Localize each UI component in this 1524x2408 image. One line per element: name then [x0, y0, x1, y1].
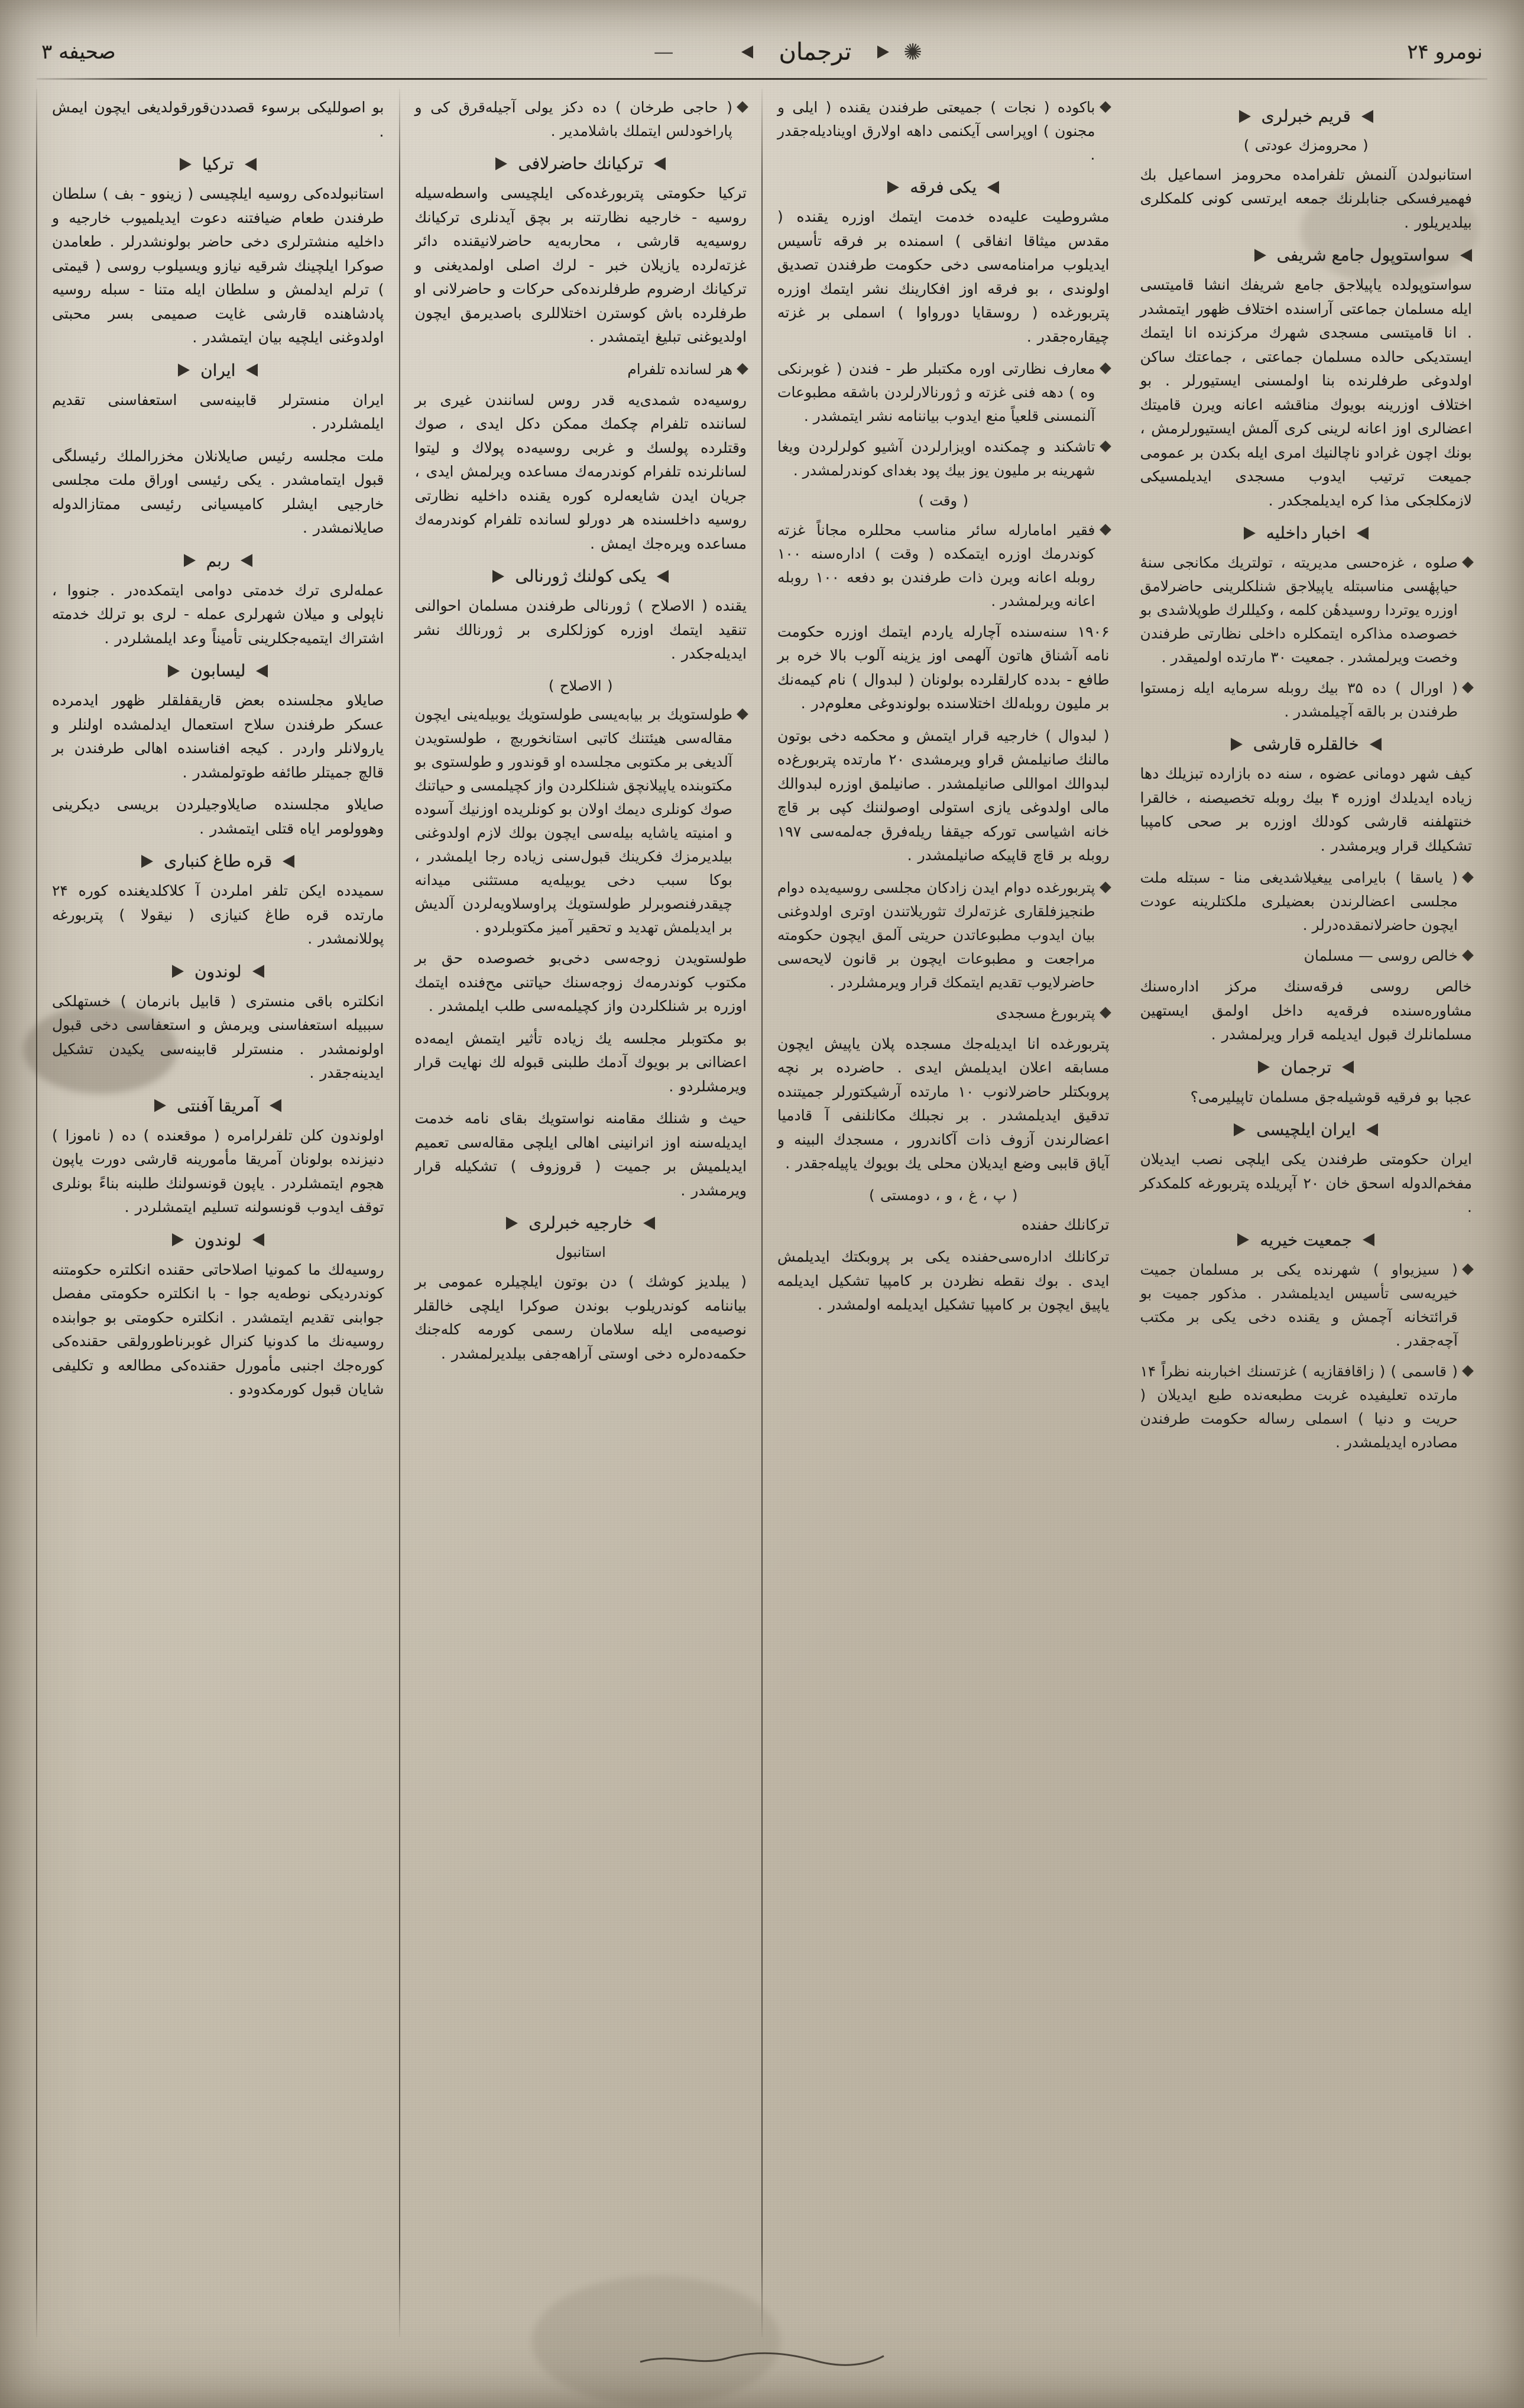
paragraph: ( لبدوال ) خارجیه قرار ایتمش و محكمه دخی بوتون مالنك صانیلمش قراو ویرمشدی ۲۰ مارتده پتربورغ‌ده لبدوالك امواللی صانیلمشدر . صانیلمق اوزره لبدوالك مالی اولدوغی یازی استولی اوصولننك كپی بر قاچ خانه اشیاسی توركه جیقفا ریله‌فرق جه‌لمه‌سی ۱۹۷ روبله بر قاچ قاپیكه صانیلمشدر .	[777, 727, 1110, 864]
news-item-text: ( قاسمی ) ( زاقافقازیه ) غزتسنك اخباربنه نظراً ۱۴ مارتده تعلیفیده غربت مطبعه‌نده طبع ایدیلان ( حریت و دنیا ) اسملی رساله حكومت طرفندن مصادره ایدیلمشدر .	[1140, 1362, 1458, 1451]
news-item	[1140, 676, 1473, 724]
paragraph: تركانلك حفنده	[1022, 1216, 1110, 1233]
ornament-left-icon: ✺	[903, 39, 923, 65]
news-item-text: ( سیزیواو ) شهرنده یكی بر مسلمان جمیت خیریه‌سی تأسیس ایدیلمشدر . مذكور جمیت بو قرائتخانه آچمش و یقنده دخی یكی بر مكتب آچه‌جقدر .	[1140, 1260, 1458, 1349]
triangle-left-icon	[1244, 527, 1256, 540]
triangle-left-icon	[1234, 1123, 1246, 1136]
section-headline-label: لوندون	[194, 961, 242, 981]
section-headline-label: لوندون	[194, 1230, 242, 1250]
news-item	[777, 96, 1110, 167]
paragraph: ایران حكومتی طرفندن یكی ایلچی نصب ایدیلان مفخم‌الدوله اسحق خان ۲۰ آپریلده پتربورغه كلمكدكر .	[1140, 1150, 1473, 1216]
paragraph: ایران منسترلر قابینه‌سی استعفاسنی تقدیم ایلمشلردر .	[52, 391, 384, 432]
diamond-bullet-icon	[1462, 556, 1474, 568]
triangle-right-icon	[246, 364, 258, 377]
subheading: استانبول	[555, 1244, 606, 1261]
news-item-text: ( حاجی طرخان ) ده دكز یولی آجیله‌قرق كی و پاراخودلس ایتملك باشلامدیر .	[414, 99, 732, 140]
triangle-right-icon	[643, 1217, 655, 1230]
news-item	[777, 435, 1110, 482]
paragraph: عجبا بو فرقیه قوشیله‌جق مسلمان تاپیلیرمی؟	[1190, 1088, 1472, 1106]
diamond-bullet-icon	[737, 101, 748, 113]
section-headline	[1140, 1230, 1473, 1250]
diamond-bullet-icon	[1100, 1007, 1111, 1019]
section-headline	[52, 962, 384, 981]
triangle-left-icon	[877, 46, 889, 59]
diamond-bullet-icon	[1100, 524, 1111, 536]
section-headline-label: ترجمان	[1280, 1057, 1332, 1077]
section-headline-label: خالقلره قارشی	[1253, 734, 1359, 754]
triangle-left-icon	[172, 1233, 184, 1246]
section-headline-label: تركیانك حاضرلافی	[518, 154, 644, 173]
column-3	[400, 89, 763, 2337]
section-headline	[1140, 1058, 1473, 1077]
diamond-bullet-icon	[1462, 682, 1474, 693]
paragraph: صایلاو مجلسنده بعض قاریقفلقلر ظهور ایدمرده عسكر طرفندن سلاح استعمال ایدلمشده اولنلر و یارولانلر واردر . كیجه افناسنده اهالی طرفندن بر قالچ جمیتلر طائفه طوتولمشدر .	[52, 692, 384, 781]
column-4	[37, 89, 400, 2337]
paragraph: كیف شهر دومانی عضوه ، سنه ده بازارده تبزیلك دها زیاده ایدیلدك اوزره ۴ بیك روبله تخصیصنه ، خالقرا خنتهلفنه قارشی كودلك اوزره بر صحی كامپبا تشكیلك قرار ویرمشدر .	[1140, 765, 1472, 854]
news-item	[1140, 551, 1473, 669]
section-headline-label: اخبار داخلیه	[1266, 523, 1346, 543]
section-headline-label: جمعیت خیریه	[1260, 1230, 1353, 1250]
news-item	[777, 876, 1110, 994]
masthead-center	[116, 38, 1408, 66]
footer-ornament-icon	[638, 2351, 886, 2367]
paragraph: ۱۹۰۶ سنه‌سنده آچارله یاردم ایتمك اوزره حكومت نامه آشناق هاتون آلهمی اوز یزینه آلوب بالا خره بر طافع - بدده كارلقلرده بولونان ( لبدوال ) نام كیمه‌نك بر ملیون روبله‌لك اختلاسنده بولوندوغی معلوم‌در .	[777, 623, 1110, 712]
column-2	[762, 89, 1125, 2337]
paragraph: خالص روسی فرقه‌سنك مركز اداره‌سنك مشاوره‌سنده فرقه‌یه داخل اولمق ایستهین مسلمانلرك قبول ایدیلمه قرار ویرلمشدر .	[1140, 978, 1472, 1043]
paragraph: تركیا حكومتی پتربورغده‌كی ایلچیسی واسطه‌سیله روسیه - خارجیه نظارتنه بر بچق آیدنلری تركیانك روسیه‌یه قارشی ، محاربه‌یه حاضرلانیقنده دائر غزته‌لرده یازیلان خبر - لرك اصلی اولمدیغنی و تركیانك ارضروم طرفلرنده‌كی حركات و حاضرلانی او طرفلرده باش كوسترن اختلاللری باصدیرمق ایچون اولدیوغنی تبلیغ ایتمشدر .	[414, 184, 747, 345]
triangle-right-icon	[270, 1099, 281, 1112]
triangle-left-icon	[1254, 249, 1266, 262]
diamond-bullet-icon	[1462, 871, 1474, 883]
paragraph: پتربورغده انا ایدیله‌جك مسجده پلان یاپیش ایچون مسابقه اعلان ایدیلمش ایدی . حاضرده بر نچه پروبكتلر حاضرلانوب ۱۰ مارتده آرشیكتورلر جمیتنده تدقیق ایدیلمشدر . بر نجبلك مكانلنفی آ قادمیا اعضالرندن آزوف ذات آكاندرور ، مسجدك البینه و آیاق قاببی وضع ایدیلان محلی یك بویوك یاپیله‌جقدر .	[777, 1035, 1110, 1172]
paragraph: استانبولدن آلنمش تلفرامده محرومز اسماعیل بك فهمیرفسكی جنابلرنك جمعه ایرتسی كونی كلمكلری بیلدیریلور .	[1140, 166, 1472, 231]
news-item-text: صلوه ، غزه‌حسی مدیریته ، تولتریك مكانجی سنهٔ حیاپهٔسی مناسبتله یاپیلاجق شنلكلرینی حاضرلامق اوزره یوتردا روسیدهٔن كلمه ، وكیللرك طوپلاشدی بو خصوصده مذاكره ایتمكلره داخلی نظارتی طرفندن وخصت ویرلمشدر . جمعیت ۳۰ مارتده اولمیقدر .	[1140, 554, 1458, 666]
triangle-right-icon	[256, 665, 268, 678]
diamond-bullet-icon	[1462, 949, 1474, 961]
paragraph: تركانلك اداره‌سی‌حفنده یكی بر پروبكتك ایدیلمش ایدی . بوك نقطه نظردن بر كامپیا تشكیل ایدیلمه یاپیق ایچون بر كامپیا تشكیل ایدیلمه اولمشدر .	[777, 1248, 1110, 1314]
subheading: ( الاصلاح )	[548, 677, 613, 694]
paragraph: حیث و شنلك مقامنه نوا‌ستویك بقای نامه خدمت ایدیله‌سنه اوز انرانینی اهالی ایلچی مقاله‌سی تعمیم ایدیلمیش بر جمیت ( قروزوف ) تشكیله قرار ویرمشدر .	[414, 1110, 747, 1199]
section-headline	[1140, 106, 1473, 126]
column-1	[1125, 89, 1488, 2337]
section-headline-label: تركیا	[202, 154, 234, 174]
news-item-text: تاشكند و چمكنده اویزارلردن آشیو كولرلردن ویغا شهرینه بر ملیون یوز بیك پود بغدای كوندرلمشدر .	[777, 438, 1095, 479]
triangle-right-icon	[241, 554, 252, 567]
news-item	[415, 703, 747, 939]
triangle-right-icon	[252, 1233, 264, 1246]
paper-title: ترجمان	[779, 38, 852, 66]
triangle-right-icon	[1370, 738, 1382, 751]
section-headline-label: ایران ایلچیسی	[1256, 1120, 1356, 1140]
section-headline-label: آمریقا آفنتی	[177, 1096, 260, 1116]
triangle-right-icon	[1460, 249, 1472, 262]
triangle-left-icon	[180, 158, 192, 171]
diamond-bullet-icon	[1462, 1365, 1474, 1377]
paragraph: عمله‌لری ترك خدمتی دوامی ایتمكده‌در . جنووا ، ناپولی و میلان شهرلری عمله - لری بو ترلك خدمته اشتراك ایتمیه‌جكلرینی تأمیناً وعد ایلمشلردر .	[52, 581, 384, 647]
paragraph: مشروطیت علیه‌ده خدمت ایتمك اوزره یقنده ( مقدس میثاقا انفاقی ) اسمنده بر فرقه تأسیس ایدیلوب مرامنامه‌سی دخی حكومت طرفندن تصدیق اولوندی ، بو فرقه اوز افكارینك نشر ایتمك اوزره پتربورغده ( روسقایا دورواوا ) اسملی بر غزته چیقاره‌جقدر .	[777, 208, 1110, 345]
section-headline	[1140, 523, 1473, 543]
section-headline	[52, 661, 384, 680]
news-item	[777, 1002, 1110, 1025]
diamond-bullet-icon	[1100, 101, 1111, 113]
section-headline	[1140, 1120, 1473, 1139]
section-headline-label: سواستوپول جامع شریفی	[1276, 245, 1450, 265]
section-headline	[1140, 245, 1473, 265]
news-item	[1140, 944, 1473, 968]
paragraph: بو مكتوبلر مجلسه یك زیاده تأثیر ایتمش ایمه‌ده اعضاانی بر بویوك آدمك طلبنی قبوله لك نهایت قرار ویرمشلردو .	[414, 1029, 747, 1095]
section-headline-label: قره طاغ كنباری	[164, 851, 273, 871]
news-item-text: پتربورغده دوام ایدن زادكان مجلسی روسیه‌یده دوام طنجیزفلقاری غزته‌لرك تثوریلاتندن اوتری اولدوغنی بیان ایدوب مطبوعاتدن حریتی آلمق ایچون حكومته مراجعت و مطبوعات ایچون بر قانون لایحه‌سی حاضرلایوب تقدیم ایتمكك قرار ویرمشلردر .	[777, 879, 1095, 991]
triangle-right-icon	[741, 46, 753, 59]
triangle-right-icon	[283, 855, 294, 868]
paragraph: طولستویدن زوجه‌سی دخی‌بو خصوصده حق بر مكتوب كوندرمه‌ك زوجه‌سنك حیاتنی مح‌فنده ایتمك اوزره بر شنلكلردن واز كچیلمه‌سی طلب ایلمشدر .	[414, 949, 747, 1015]
section-headline-label: خارجیه خبرلری	[528, 1213, 633, 1233]
page-number: صحیفه ۳	[41, 40, 116, 64]
triangle-left-icon	[184, 554, 196, 567]
triangle-left-icon	[168, 665, 180, 678]
triangle-right-icon	[1361, 110, 1373, 123]
section-headline	[777, 177, 1110, 197]
news-item	[777, 357, 1110, 428]
triangle-right-icon	[987, 181, 999, 194]
section-headline	[1140, 734, 1473, 754]
news-item	[777, 518, 1110, 613]
triangle-right-icon	[245, 158, 257, 171]
triangle-right-icon	[654, 157, 666, 170]
news-item-text: طولستویك بر بیابه‌یسی طولستویك یوبیله‌ینی ایچون مقاله‌سی هیئتنك كاتبی استانخوربچ ، طولستویدن آلدیغی بر مكتوبی مجلسده او قوندور و طولستوی بو مكتوبنده یاپیلانچق شنلكلردن واز كچیلمسی و حیاتنك صوك كونلری دیمك اولان بو كونلریده اوزنیك آسوده و امنیته یاشایه بیله‌سی ایچون بولك لازم اولدوغنی بیلدیرمزك فكرینك قبول‌سنی زیاده رجا ایلمشدر ، بوكا سبب دخی یوبیله‌یه مستثنی میدانه چیقدرفنصوبرلر طولستویك پراوسلاویه‌لردن آلدیش بر ایدیلمش تهدید و تحقیر آمیز مكتوبلردو .	[414, 706, 732, 936]
news-item	[1140, 1258, 1473, 1353]
triangle-right-icon	[1357, 527, 1369, 540]
triangle-left-icon	[1239, 110, 1251, 123]
subheading: ( وقت )	[918, 492, 969, 509]
paragraph: ملت مجلسه رئیس صایلانلان مخزرالملك رئیسلگی قبول ایتمامشدر . یكی رئیسی اوراق ملت مجلسی خارجیی ایشلر كامیسیانی رئیسی ممتازالدوله صایلانمشدر .	[52, 447, 384, 536]
news-item-text: باكوده ( نجات ) جمیعتی طرفندن یقنده ( ایلی و مجنون ) اوپراسی آیكنمی داهه اولارق اوینادیله‌جقدر .	[777, 99, 1095, 163]
subheading: ( محرومزك عودتی )	[1243, 137, 1369, 154]
news-item-text: پتربورغ مسجدی	[996, 1004, 1095, 1022]
diamond-bullet-icon	[1462, 1263, 1474, 1275]
paragraph: صایلاو مجلسنده صایلاوجیلردن بریسی دیكرینی وهوولومر ایاه قتلی ایتمشدر .	[52, 796, 384, 837]
diamond-bullet-icon	[1100, 881, 1111, 893]
header-divider	[37, 78, 1487, 80]
section-headline-label: قریم خبرلری	[1261, 106, 1351, 126]
section-headline-label: لیسابون	[190, 661, 246, 680]
triangle-right-icon	[1366, 1123, 1378, 1136]
news-item	[415, 96, 747, 143]
section-headline	[52, 851, 384, 871]
paragraph: یقنده ( الاصلاح ) ژورنالی طرفندن مسلمان احوالنی تنقید ایتمك اوزره كوزلكلری بر ژورنالك نشر ایدیله‌جكدر .	[414, 597, 747, 662]
triangle-left-icon	[154, 1099, 166, 1112]
section-headline	[415, 1213, 747, 1233]
triangle-left-icon	[887, 181, 899, 194]
triangle-left-icon	[1258, 1061, 1270, 1074]
paragraph: روسیه‌ده شمدی‌یه قدر روس لسانندن غیری بر لساننده تلفرام چكمك ممكن دكل ایدی ، صوك وقتلرده پولسك و غربی روسیه‌ده پولاك و لیتوا لسانلرنده تلفرام كوندرمه‌ك مساعده ویرلمش ایدی ، جریان ایدن شایعه‌لره كوره یقنده داخلیه نظارتی روسیه داخلسنده هر دورلو لسانده تلفرام كوندرمه‌ك مساعده ویره‌جك ایمش .	[414, 391, 747, 552]
diamond-bullet-icon	[1100, 440, 1111, 452]
triangle-left-icon	[506, 1217, 518, 1230]
news-item	[415, 358, 747, 381]
subheading: ( پ ، غ ، و ، دومستی )	[869, 1187, 1018, 1204]
section-headline	[52, 154, 384, 174]
issue-number: نومرو ۲۴	[1407, 40, 1483, 64]
masthead	[41, 27, 1483, 77]
masthead-dash: —	[653, 40, 674, 64]
triangle-left-icon	[172, 965, 184, 978]
section-headline	[52, 361, 384, 380]
paragraph: انكلتره باقی منستری ( قابیل بانرمان ) خستهلكی سببیله استعفاسنی ویرمش و استعفاسی دخی قبول اولونمشدر . منسترلر قابینه‌سی یكیدن تشكیل ایدینه‌جقدر .	[52, 992, 384, 1081]
triangle-left-icon	[178, 364, 190, 377]
triangle-left-icon	[495, 157, 507, 170]
section-headline	[415, 154, 747, 173]
triangle-left-icon	[1237, 1233, 1249, 1246]
diamond-bullet-icon	[737, 363, 748, 375]
news-item-text: خالص روسی — مسلمان	[1303, 947, 1458, 965]
section-headline	[52, 1096, 384, 1116]
news-item	[1140, 1360, 1473, 1454]
section-headline-label: ربم	[206, 550, 230, 571]
paragraph: استانبولده‌كی روسیه ایلچیسی ( زینوو - بف ) سلطان طرفندن طعام ضیافتنه دعوت ایدیلمیوب خارجیه و داخلیه منشترلری دخی حاضر بولونشدرلر . طعامدن صوكرا ایلچینك شرقیه نیازو ویسیلوب روسی ( قیمتی ) ترلم ایدلمش و سلطان ایله متنا - سبله روسیه پادشاهنده قارشی غایت صمیمی بسر محبتی اولدوغنی ایلچیه بیان ایتمشدر .	[52, 185, 384, 346]
triangle-left-icon	[141, 855, 153, 868]
paragraph: روسیه‌لك ما كمونیا اصلاحاتی حقنده انكلتره حكومتنه كوندردیكی نوطه‌یه جوا - با انكلتره حكومتی مفصل جوابنی تقدیم ایتمشدر . انكلتره حكومتی بو جوابنده روسیه‌نك ما كدونیا كنرال غوبرناطورولقی حقنده‌كی كوره‌جك اجنبی مأمورل حقنده‌كی مطالعه و تكلیفی شایان قبول كورمكدودو .	[52, 1260, 384, 1398]
paragraph: سواستوپولده یاپیلاجق جامع شریفك انشا قامیتسی ایله مسلمان جماعتی آراسنده اختلاف ظهور ایتمشدر . انا قامیتسی مسجدی شهرك مركزنده انا ایتمك ایستدیكی حالده مسلمان جماعتی ، جماعتك ساكن اولدوغی طرفلرنده بنا اولمسنی ایستیورلر . بو اختلاف اوزرینه بویوك مناقشه اعانه ویرن قامیتك اعضالری اوز اعانه لرینی كری آلمش ایستیورلرمش ، بونك اچون غرادو ناچالنیك امری ایله بكدن بر عمومی جمیعت ترتیب ایدوب مسجدی ایدیلمسیكی لازمكلجكی مذا كره ایدیلمجكدر .	[1140, 276, 1472, 509]
section-headline	[415, 566, 747, 586]
news-item-text: معارف نظارتی اوره مكتبلر طر - فندن ( غوبرنكی وه ) دهه فنی غزته و ژورنالارلردن باشقه مطبوعات آلنمسنی قلعیاً منع ایدوب بیاننامه نشر ایتمشدر .	[777, 360, 1095, 424]
section-headline	[52, 1230, 384, 1250]
triangle-right-icon	[252, 965, 264, 978]
news-item-text: ( یاسقا ) بایرامی ییغیلاشدیغی منا - سبتله ملت مجلسی اعضالرندن بعضیلری ملكتلرینه عودت ایچون حاضرلانمقده‌درلر .	[1140, 869, 1458, 934]
news-item	[1140, 866, 1473, 937]
paragraph: اولوندون كلن تلفرلرامره ( موقعنده ) ده ( ناموزا ) دنیزنده بولونان آمریقا مأمورینه قارشی دورت یاپون هجوم ایتمشلردر . یاپون قونسولنك طلبنه بناءً بونلری توقف ایدوب قونسولنه تسلیم ایتمشلردر .	[52, 1126, 384, 1216]
news-item-text: هر لسانده تلفرام	[627, 360, 732, 378]
diamond-bullet-icon	[1100, 362, 1111, 374]
paragraph: ( یبلدیز كوشك ) دن بوتون ایلچیلره عمومی بر بیاننامه كوندریلوب بوندن صوكرا ایلچی خالقلر نوصیه‌می ایله سلامان رسمی كورمه كله‌جنك حكمه‌ده‌لره دخی اوستی آراهه‌جفی بیلدیرلمشدر .	[414, 1273, 747, 1362]
section-headline-label: ایران	[200, 360, 236, 380]
triangle-right-icon	[1342, 1061, 1354, 1074]
paragraph: بو اصوللیكی برسوء قصددن‌قورقولدیغی ایچون ایمش .	[52, 99, 384, 140]
news-item-text: ( اورال ) ده ۳۵ بیك روبله سرمایه ایله زمستوا طرفندن بر بالقه آچیلمشدر .	[1140, 679, 1458, 721]
triangle-right-icon	[657, 570, 669, 583]
triangle-left-icon	[1231, 738, 1243, 751]
section-headline	[52, 551, 384, 571]
news-item-text: فقیر امامارله سائر مناسب محللره مجاناً غزته كوندرمك اوزره ایتمكده ( وقت ) اداره‌سنه ۱۰۰ روبله اعانه ویرن ذات طرفندن بو دفعه ۱۰۰ روبله اعانه ویرلمشدر .	[777, 521, 1095, 610]
section-headline-label: یكی فرقه	[910, 177, 977, 197]
column-container	[37, 89, 1487, 2337]
diamond-bullet-icon	[737, 708, 748, 720]
section-headline-label: یكی كولنك ژورنالی	[515, 566, 647, 586]
triangle-right-icon	[1363, 1233, 1374, 1246]
paragraph: سمیدده ایكن تلفر املردن آ كلاكلدیغنده كوره ۲۴ مارتده قره طاغ كنیازی ( نیقولا ) پتربورغه پوللانمشدر .	[52, 882, 384, 947]
triangle-left-icon	[492, 570, 504, 583]
